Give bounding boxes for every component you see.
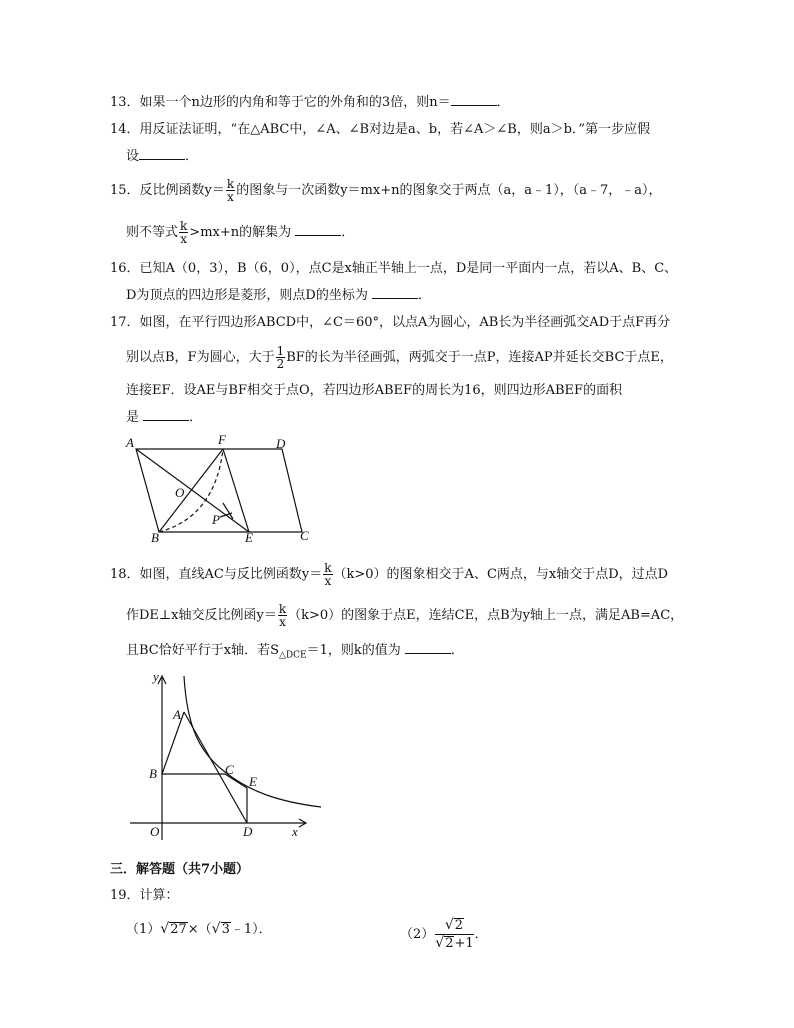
q14-number: 14． xyxy=(110,122,140,137)
q18-end: ． xyxy=(450,643,464,658)
question-17 xyxy=(110,313,670,333)
q15-frac2-num: k xyxy=(180,219,188,233)
q19-p1-end: ﹣1）． xyxy=(230,922,272,937)
line-ac xyxy=(184,712,247,823)
question-17-line3 xyxy=(126,381,622,401)
q19-part-2 xyxy=(400,917,488,952)
q19-p2-fraction xyxy=(435,917,473,952)
q17-text-line4: 是 xyxy=(126,410,140,425)
q19-p1-label: （1） xyxy=(126,922,161,937)
section-3-title: 三．解答题（共7小题） xyxy=(110,862,250,877)
q19-p2-numerator xyxy=(435,917,473,935)
q15-frac2-den: x xyxy=(180,232,188,246)
q19-number: 19． xyxy=(110,888,140,903)
q17-number: 17． xyxy=(110,315,140,330)
q19-p1-radicand-2: 3 xyxy=(221,922,230,937)
label-x: x xyxy=(292,824,298,839)
label-f: F xyxy=(218,432,226,447)
sqrt-icon: √ xyxy=(444,917,454,933)
q15-fraction xyxy=(226,178,235,203)
q18-frac1-den: x xyxy=(324,574,332,588)
q18-t1b: （k>0）的图象相交于A、C两点，与x轴交于点D，过点D xyxy=(333,567,669,582)
q17-text-2a: 别以点B，F为圆心，大于 xyxy=(126,350,275,365)
q18-t3-sub: △DCE xyxy=(278,650,307,661)
q18-t2a: 作DE⊥x轴交反比例函y＝ xyxy=(126,608,277,623)
question-17-line2 xyxy=(126,345,673,370)
segment-ef xyxy=(223,449,249,532)
label-y: y xyxy=(153,669,159,684)
q13-answer-blank[interactable] xyxy=(451,93,497,106)
q16-end: ． xyxy=(418,288,432,303)
q19-p2-num-radicand: 2 xyxy=(454,918,464,933)
q17-text-line3: 连接EF．设AE与BF相交于点O，若四边形ABEF的周长为16，则四边形ABEF的面积 xyxy=(126,383,623,398)
q19-p2-denominator xyxy=(435,935,473,952)
q16-text-line1: 已知A（0，3），B（6，0），点C是x轴正半轴上一点，D是同一平面内一点，若以A、B、C、 xyxy=(139,261,678,276)
q17-text-2b: BF的长为半径画弧，两弧交于一点P，连接AP并延长交BC于点E， xyxy=(286,350,673,365)
segment-ae xyxy=(136,449,249,532)
q19-p2-end: ． xyxy=(474,927,488,942)
label-p: P xyxy=(212,512,220,527)
sqrt-icon: √ xyxy=(211,921,221,937)
q19-p2-den-radicand: 2 xyxy=(445,936,454,951)
q18-t1a: 如图，直线AC与反比例函数y＝ xyxy=(139,567,323,582)
q13-number: 13． xyxy=(110,95,140,110)
question-18-line3 xyxy=(126,641,464,666)
q14-end: ． xyxy=(185,149,199,164)
question-16-line2 xyxy=(126,286,431,306)
q17-half-num: 1 xyxy=(276,344,285,358)
q15-frac-den: x xyxy=(227,190,234,204)
question-16 xyxy=(110,259,677,279)
label-b: B xyxy=(149,766,157,781)
q13-end: ． xyxy=(496,95,510,110)
label-e: E xyxy=(245,530,253,544)
q16-text-line2: D为顶点的四边形是菱形，则点D的坐标为 xyxy=(126,288,368,303)
q18-number: 18． xyxy=(110,567,140,582)
question-13 xyxy=(110,93,510,113)
q17-text-line1: 如图，在平行四边形ABCD中，∠C＝60°，以点A为圆心，AB长为半径画弧交AD于点F再分 xyxy=(139,315,671,330)
label-origin: O xyxy=(150,824,160,839)
q17-half-fraction xyxy=(276,345,286,370)
q19-p1-mid: ×（ xyxy=(187,922,212,937)
q18-t2b: （k>0）的图象于点E，连结CE，点B为y轴上一点，满足AB=AC， xyxy=(288,608,684,623)
q19-p2-label: （2） xyxy=(400,927,435,942)
question-15-line2 xyxy=(126,220,354,245)
q15-end: ． xyxy=(341,225,355,240)
q13-text: 如果一个n边形的内角和等于它的外角和的3倍，则n＝ xyxy=(139,95,451,110)
q17-half-den: 2 xyxy=(276,357,285,371)
q18-frac2-num: k xyxy=(278,602,287,616)
q18-fraction-2 xyxy=(278,603,287,628)
question-18 xyxy=(110,562,668,587)
q18-answer-blank[interactable] xyxy=(405,641,451,654)
q17-parallelogram-figure xyxy=(120,432,320,544)
q15-l2-pre: 则不等式 xyxy=(126,225,179,240)
q19-p2-den-tail: +1 xyxy=(454,936,474,951)
q19-p1-radicand-1: 27 xyxy=(170,922,187,937)
label-o: O xyxy=(175,485,185,500)
question-14 xyxy=(110,120,650,140)
q18-fraction-1 xyxy=(323,562,332,587)
q18-frac2-den: x xyxy=(279,615,286,629)
q18-t3b: ＝1，则k的值为 xyxy=(306,643,401,658)
question-15 xyxy=(110,178,662,203)
label-b: B xyxy=(151,530,159,544)
q16-number: 16． xyxy=(110,261,140,276)
question-17-line4 xyxy=(126,408,202,428)
q15-frac-num: k xyxy=(226,177,235,191)
question-14-line2 xyxy=(126,147,198,167)
label-a: A xyxy=(126,435,134,450)
q14-answer-blank[interactable] xyxy=(139,147,185,160)
label-d: D xyxy=(276,436,286,451)
label-e: E xyxy=(249,774,257,789)
q18-graph-figure xyxy=(125,668,325,848)
sqrt-icon: √ xyxy=(435,935,445,951)
label-d: D xyxy=(243,824,253,839)
q14-text-line1: 用反证法证明，“在△ABC中，∠A、∠B对边是a、b，若∠A＞∠B，则a＞b．”第一步应假 xyxy=(139,122,651,137)
label-c: C xyxy=(300,528,309,543)
q15-fraction-2 xyxy=(179,220,188,245)
q17-answer-blank[interactable] xyxy=(143,408,189,421)
q16-answer-blank[interactable] xyxy=(372,286,418,299)
q19-text: 计算： xyxy=(139,888,179,903)
sqrt-icon: √ xyxy=(160,921,170,937)
q15-l2-post: >mx+n的解集为 xyxy=(189,225,292,240)
question-19 xyxy=(110,886,179,906)
q15-pre: 反比例函数y＝ xyxy=(139,183,225,198)
q15-mid: 的图象与一次函数y＝mx+n的图象交于两点（a，a﹣1），（a﹣7，﹣a）， xyxy=(236,183,662,198)
label-c: C xyxy=(225,762,234,777)
q19-part-1 xyxy=(126,919,272,940)
q18-t3a: 且BC恰好平行于x轴．若S xyxy=(126,643,279,658)
q15-answer-blank[interactable] xyxy=(295,223,341,236)
label-a: A xyxy=(173,707,181,722)
q14-text-line2: 设 xyxy=(126,149,140,164)
q18-frac1-num: k xyxy=(324,561,332,575)
q17-end: ． xyxy=(189,410,203,425)
question-18-line2 xyxy=(126,603,683,628)
q15-number: 15． xyxy=(110,183,140,198)
